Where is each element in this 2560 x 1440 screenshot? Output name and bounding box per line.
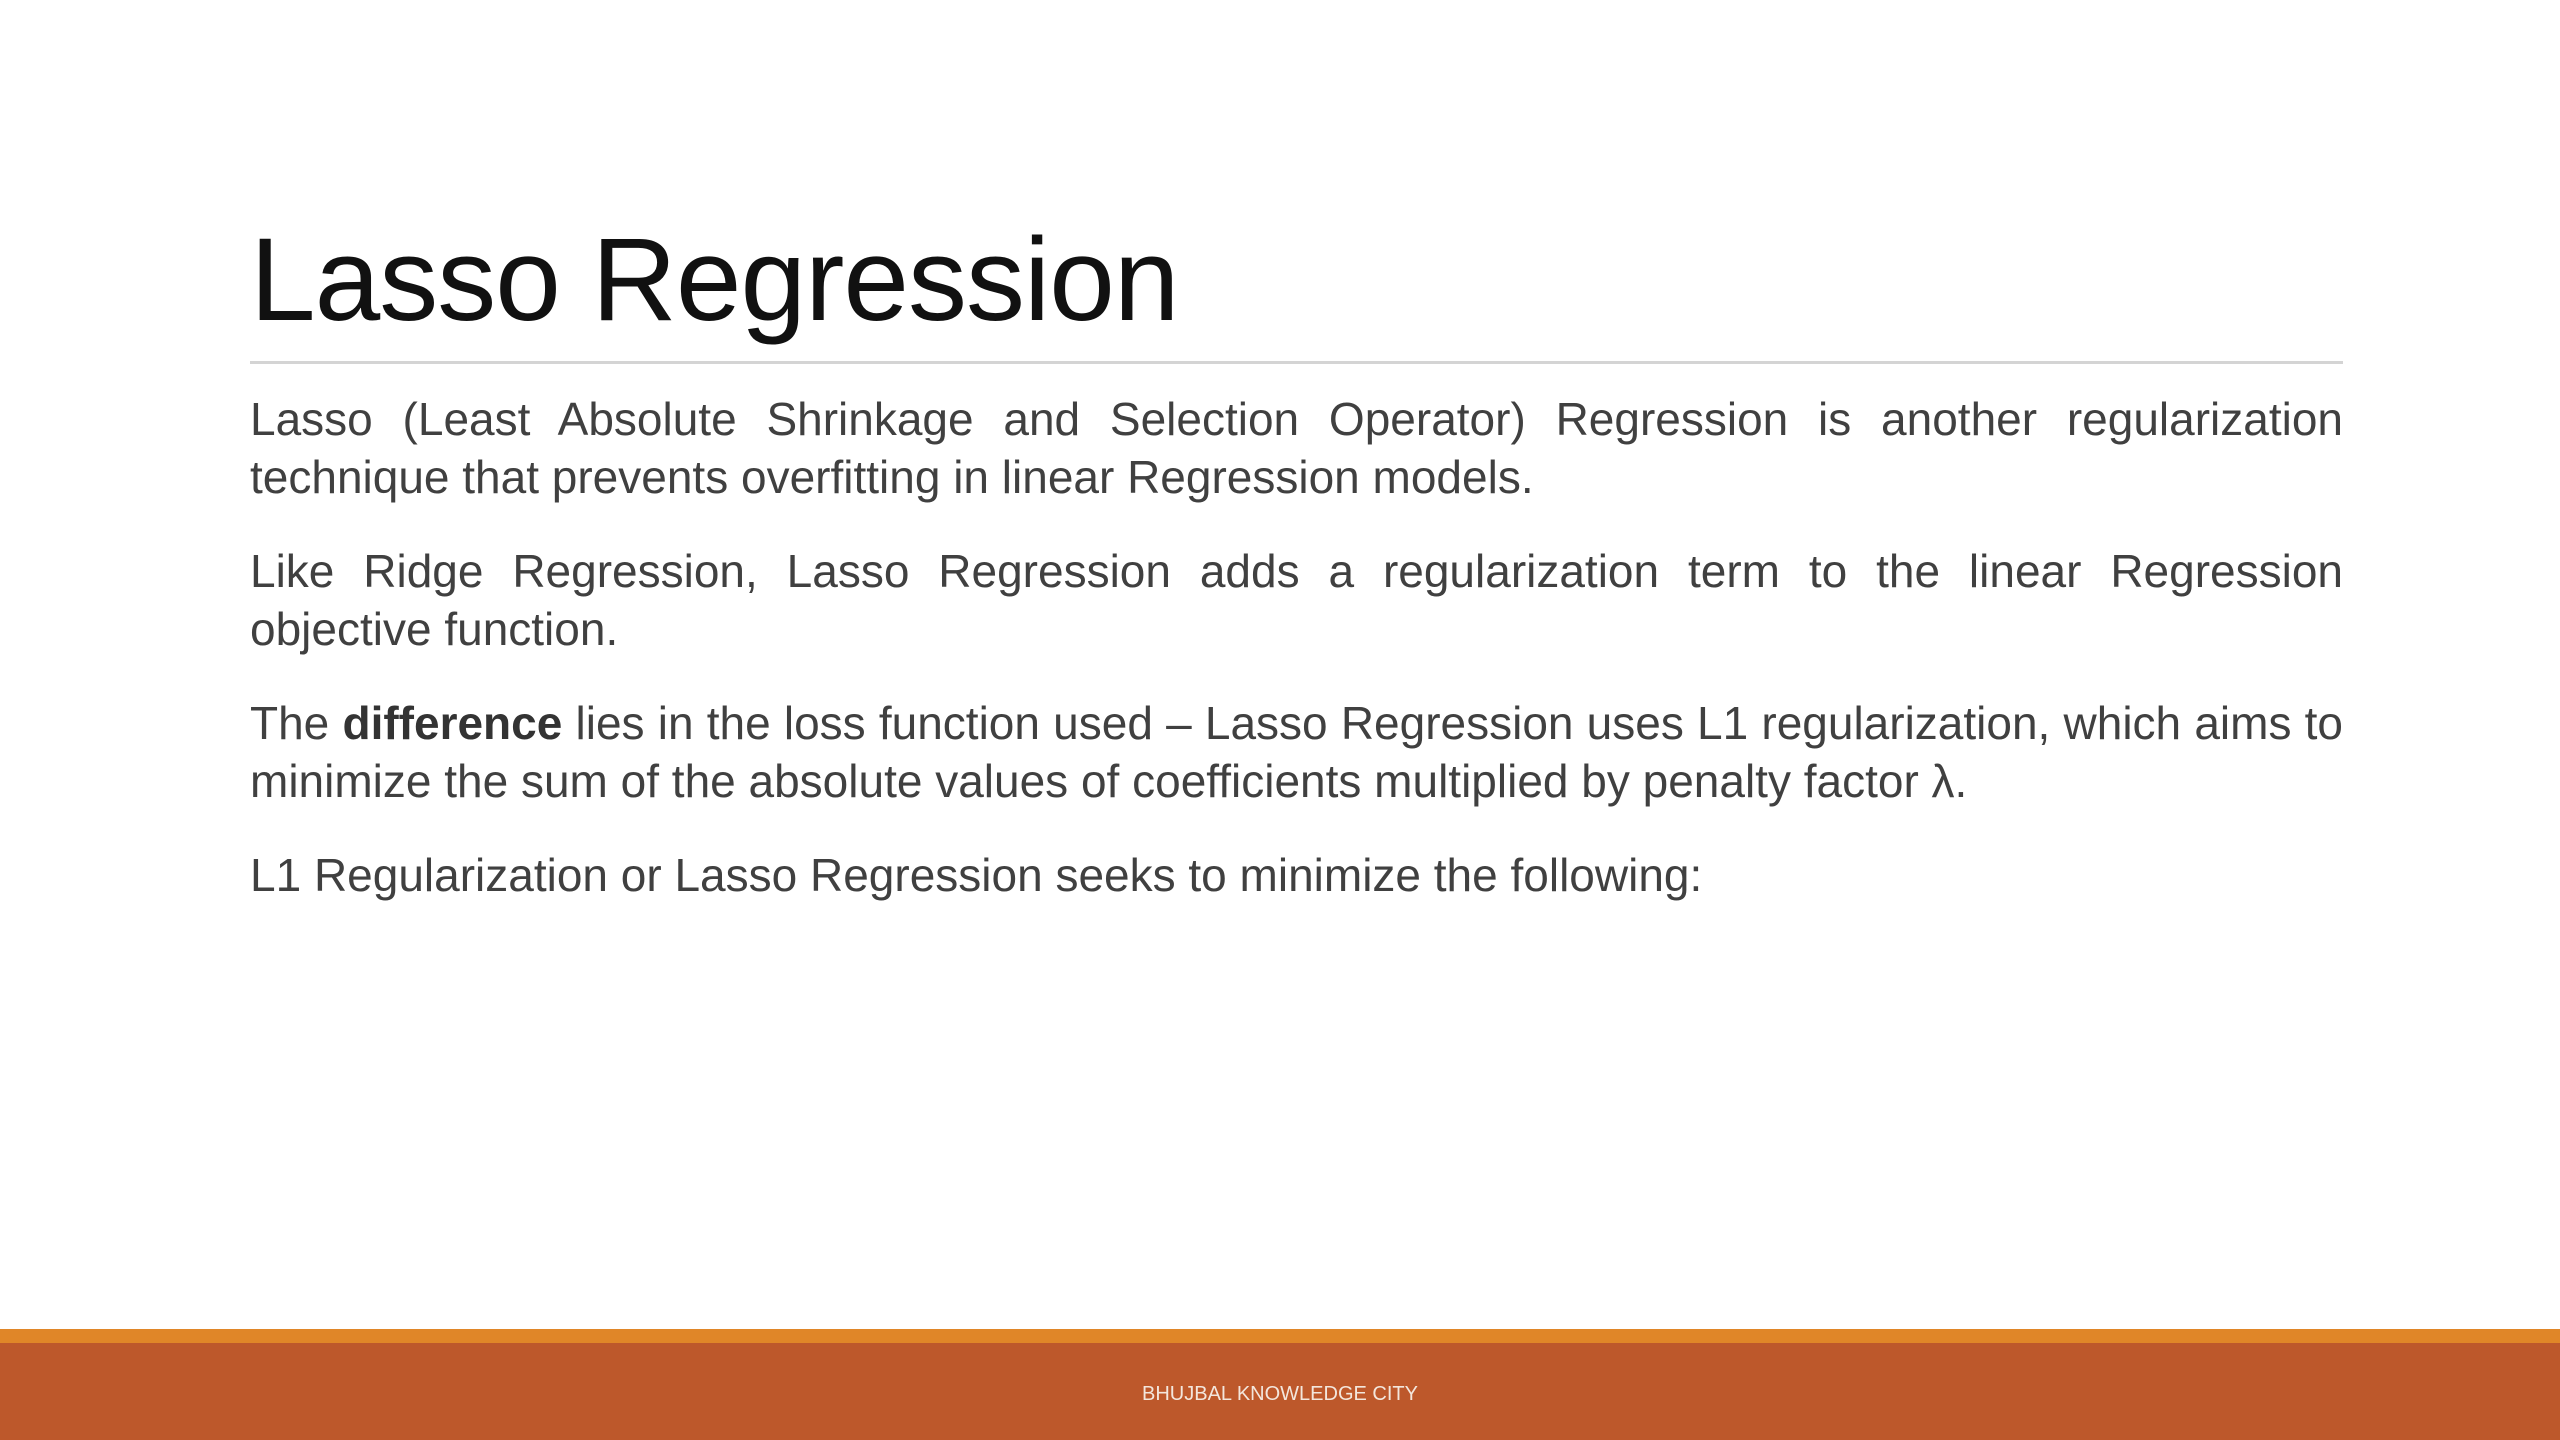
paragraph-difference-lead: The (250, 697, 343, 749)
paragraph-objective-intro: L1 Regularization or Lasso Regression seeks to minimize the following: (250, 849, 1703, 901)
paragraph-lasso-definition: Lasso (Least Absolute Shrinkage and Selection Operator) Regression is another regularization technique that prevents overfitting in linear Regression models. (250, 393, 2343, 503)
title-divider (250, 361, 2343, 364)
paragraph-ridge-comparison: Like Ridge Regression, Lasso Regression adds a regularization term to the linear Regression objective function. (250, 545, 2343, 655)
slide-title: Lasso Regression (250, 214, 1179, 346)
paragraph-difference-emphasis: difference (342, 697, 563, 749)
footer-accent-stripe (0, 1329, 2560, 1343)
footer-text: BHUJBAL KNOWLEDGE CITY (1142, 1383, 1418, 1405)
paragraph-difference-rest: lies in the loss function used – Lasso Regression uses L1 regularization, which aims to minimize the sum of the absolute values of coefficients multiplied by penalty factor λ. (250, 697, 2343, 807)
slide-body (250, 390, 2343, 940)
paragraph-difference (250, 694, 2343, 810)
